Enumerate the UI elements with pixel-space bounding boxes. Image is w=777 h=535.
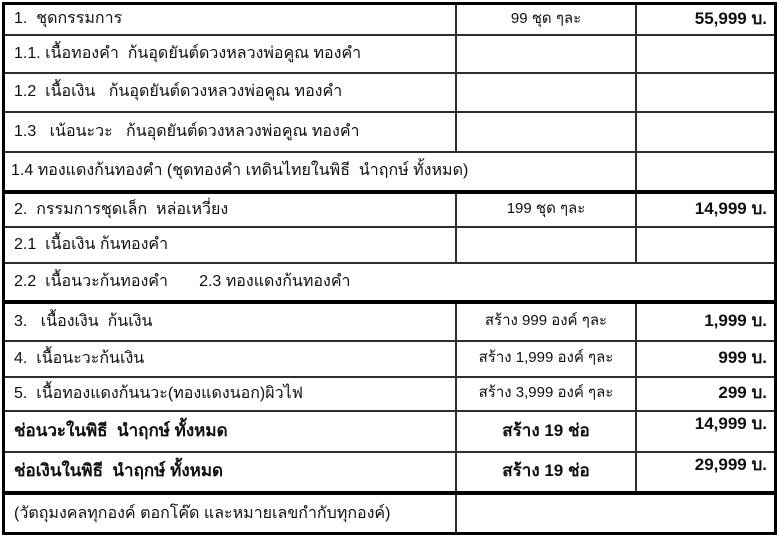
price-table: [2, 2, 777, 535]
item-label: 1.2 เนื้อเงิน ก้นอุดยันต์ดวงหลวงพ่อคูณ ทองคำ: [14, 83, 343, 101]
table-row: [5, 495, 774, 533]
table-row: [5, 228, 774, 264]
table-row: [5, 304, 774, 342]
item-label: 2.1 เนื้อเงิน ก้นทองคำ: [14, 235, 169, 253]
table-row: [5, 342, 774, 378]
price: 29,999 บ.: [635, 453, 774, 491]
quantity: 199 ชุด ๆละ: [455, 194, 635, 226]
table-row: [5, 194, 774, 228]
price: [635, 36, 774, 72]
table-row: [5, 378, 774, 412]
table-row: [5, 36, 774, 74]
table-row: [5, 5, 774, 36]
item-label: ช่อนวะในพิธี นำฤกษ์ ทั้งหมด: [14, 420, 228, 440]
table-row: [5, 113, 774, 153]
price: 1,999 บ.: [635, 304, 774, 340]
item-label: 4. เนื้อนะวะก้นเงิน: [14, 349, 145, 367]
item-label: 3. เนื้องเงิน ก้นเงิน: [14, 312, 153, 330]
table-row: [5, 264, 774, 304]
table-row: [5, 74, 774, 113]
table-row: [5, 412, 774, 453]
item-label: (วัตถุมงคลทุกองค์ ตอกโค๊ด และหมายเลขกำกับทุกองค์): [14, 504, 391, 522]
item-label: 1.4 ทองแดงก้นทองคำ (ชุดทองคำ เทดินไทยในพิธี นำฤกษ์ ทั้งหมด): [11, 162, 469, 180]
quantity: สร้าง 19 ช่อ: [455, 412, 635, 451]
price: 14,999 บ.: [635, 194, 774, 226]
price: 999 บ.: [635, 342, 774, 376]
item-label: 2.2 เนื้อนวะก้นทองคำ 2.3 ทองแดงก้นทองคำ: [14, 272, 351, 290]
quantity: สร้าง 999 องค์ ๆละ: [455, 304, 635, 340]
item-label: 5. เนื้อทองแดงก้นนวะ(ทองแดงนอก)ผิวไฟ: [14, 384, 303, 402]
quantity: สร้าง 19 ช่อ: [455, 453, 635, 491]
table-row: [5, 453, 774, 495]
quantity: สร้าง 3,999 องค์ ๆละ: [455, 378, 635, 410]
item-label: 1. ชุดกรรมการ: [14, 10, 123, 28]
item-label: 1.1. เนื้อทองคำ ก้นอุดยันต์ดวงหลวงพ่อคูณ ทองคำ: [14, 44, 362, 62]
price: 299 บ.: [635, 378, 774, 410]
quantity: [455, 228, 635, 262]
quantity: [455, 74, 635, 111]
quantity: 99 ชุด ๆละ: [455, 5, 635, 34]
price: [635, 74, 774, 111]
price: [635, 153, 774, 190]
item-label: 1.3 เน้อนะวะ ก้นอุดยันต์ดวงหลวงพ่อคูณ ทองคำ: [14, 122, 360, 140]
item-label: ช่อเงินในพิธี นำฤกษ์ ทั้งหมด: [14, 461, 224, 481]
quantity: [455, 113, 635, 151]
empty-cell: [455, 495, 774, 533]
quantity: สร้าง 1,999 องค์ ๆละ: [455, 342, 635, 376]
price: 55,999 บ.: [635, 5, 774, 34]
price: 14,999 บ.: [635, 412, 774, 451]
table-row: [5, 153, 774, 194]
quantity: [455, 36, 635, 72]
price: [635, 113, 774, 151]
price: [635, 228, 774, 262]
item-label: 2. กรรมการชุดเล็ก หล่อเหวี่ยง: [14, 200, 229, 218]
